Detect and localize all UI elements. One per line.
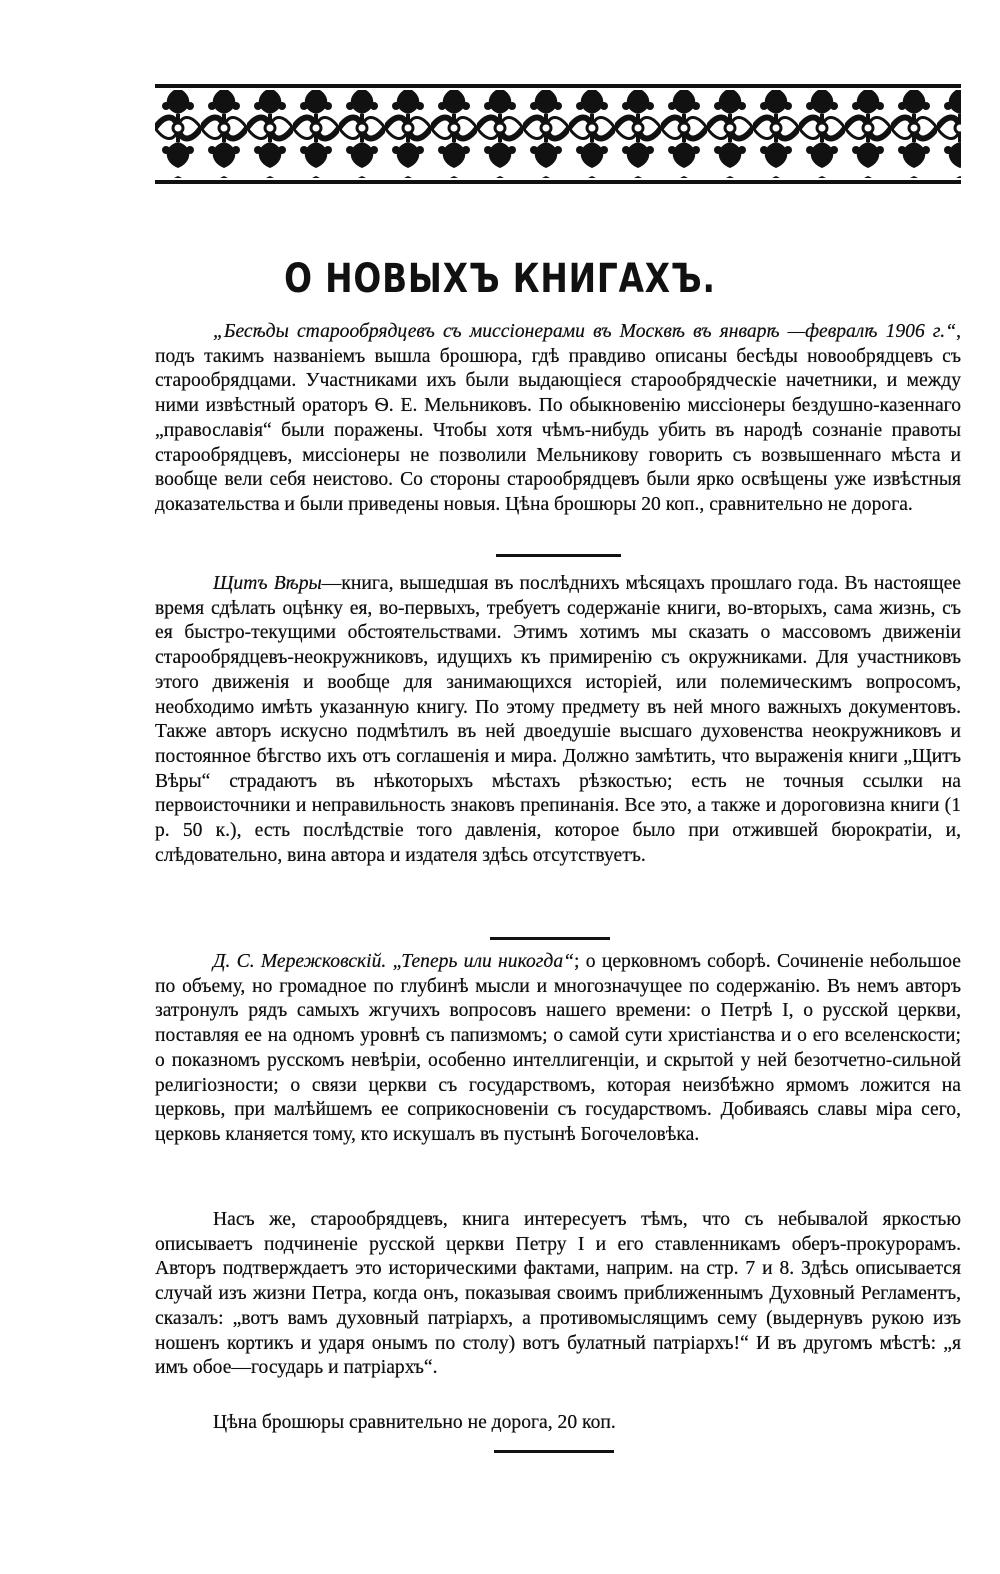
book-title-shchit: Щитъ Вѣры bbox=[213, 573, 322, 594]
review-text-shchit: —книга, вышедшая въ послѣднихъ мѣсяцахъ прошлаго года. Въ настоящее время сдѣлать оцѣнку ея, во-первыхъ, требуетъ содержаніе книги, во-вторыхъ, сама жизнь, съ ея быстро-текущими обстоятельствами. Этимъ хотимъ мы сказать о массовомъ движеніи старообрядцевъ-неокружниковъ, идущихъ къ примиренію съ окружниками. Для участниковъ этого движенія и вообще для занимающихся исторіей, или полемическимъ вопросомъ, необходимо имѣть указанную книгу. По этому предмету въ ней много важныхъ документовъ. Также авторъ искусно подмѣтилъ въ ней двоедушіе высшаго духовенства неокружниковъ и постоянное бѣгство ихъ отъ соглашенія и мира. Должно замѣтить, что выраженія книги „Щитъ Вѣры“ страдаютъ въ нѣкоторыхъ мѣстахъ рѣзкостью; есть не точныя ссылки на первоисточники и неправильность знаковъ препинанія. Все это, а также и дороговизна книги (1 р. 50 к.), есть послѣдствіе того давленія, которое было при отжившей бюрократіи, и, слѣдовательно, вина автора и издателя здѣсь отсутствуетъ. bbox=[155, 573, 961, 866]
review-text-merezhkovsky: ; о церковномъ соборѣ. Сочиненіе небольшое по объему, но громадное по глубинѣ мысли и многозначущее по содержанію. Въ немъ авторъ затронулъ рядъ самыхъ жгучихъ вопросовъ нашего времени: о Петрѣ I, о русской церкви, поставляя ее на одномъ уровнѣ съ папизмомъ; о самой сути христіанства и о его вселенскости; о показномъ русскомъ невѣріи, особенно интеллигенціи, и скрытой у ней безотчетно-сильной религіозности; о связи церкви съ государствомъ, которая неизбѣжно ярмомъ ложится на церковь, при малѣйшемъ ее соприкосновеніи съ государствомъ. Добиваясь славы міра сего, церковь кланяется тому, кто искушалъ въ пустынѣ Богочеловѣка. bbox=[155, 951, 961, 1145]
review-text-merezhkovsky-cont: Насъ же, старообрядцевъ, книга интересуетъ тѣмъ, что съ небывалой яркостью описываетъ подчиненіе русской церкви Петру I и его ставленникамъ оберъ-прокурорамъ. Авторъ подтверждаетъ это историческими фактами, наприм. на стр. 7 и 8. Здѣсь описывается случай изъ жизни Петра, когда онъ, показывая своимъ приближеннымъ Духовный Регламентъ, сказалъ: „вотъ вамъ духовный патріархъ, а противомыслящимъ сему (выдернувъ рукою изъ ношенъ кортикъ и ударя онымъ по столу) вотъ булатный патріархъ!“ И въ другомъ мѣстѣ: „я имъ обое—государь и патріархъ“. bbox=[155, 1209, 961, 1379]
section-divider bbox=[496, 554, 621, 557]
review-paragraph-merezhkovsky-cont bbox=[155, 1208, 961, 1381]
section-divider bbox=[494, 1450, 614, 1453]
review-paragraph-beseda bbox=[155, 320, 961, 518]
ornamental-border-icon bbox=[155, 84, 961, 184]
price-note bbox=[155, 1411, 961, 1436]
section-divider bbox=[490, 937, 610, 940]
page-title: О НОВЫХЪ КНИГАХЪ. bbox=[284, 256, 716, 302]
price-text: Цѣна брошюры сравнительно не дорога, 20 коп. bbox=[213, 1412, 616, 1433]
book-title-beseda: „Бесѣды старообрядцевъ съ миссіонерами въ Москвѣ въ январѣ —февралѣ 1906 г.“ bbox=[213, 321, 957, 342]
review-paragraph-merezhkovsky bbox=[155, 950, 961, 1148]
book-title-merezhkovsky: Д. С. Мережковскій. „Теперь или никогда“ bbox=[213, 951, 575, 972]
review-text-beseda: , подъ такимъ названіемъ вышла брошюра, гдѣ правдиво описаны бесѣды новообрядцевъ съ старообрядцами. Участниками ихъ были выдающіеся старообрядческіе начетники, и между ними извѣстный ораторъ Ѳ. Е. Мельниковъ. По обыкновенію миссіонеры бездушно-казеннаго „православія“ были поражены. Чтобы хотя чѣмъ-нибудь убить въ народѣ сознаніе правоты старообрядцевъ, миссіонеры не позволили Мельникову говорить съ возвышеннаго мѣста и вообще вели себя неистово. Со стороны старообрядцевъ были ярко освѣщены уже извѣстныя доказательства и были приведены новыя. Цѣна брошюры 20 коп., сравнительно не дорога. bbox=[155, 321, 961, 515]
review-paragraph-shchit bbox=[155, 572, 961, 868]
